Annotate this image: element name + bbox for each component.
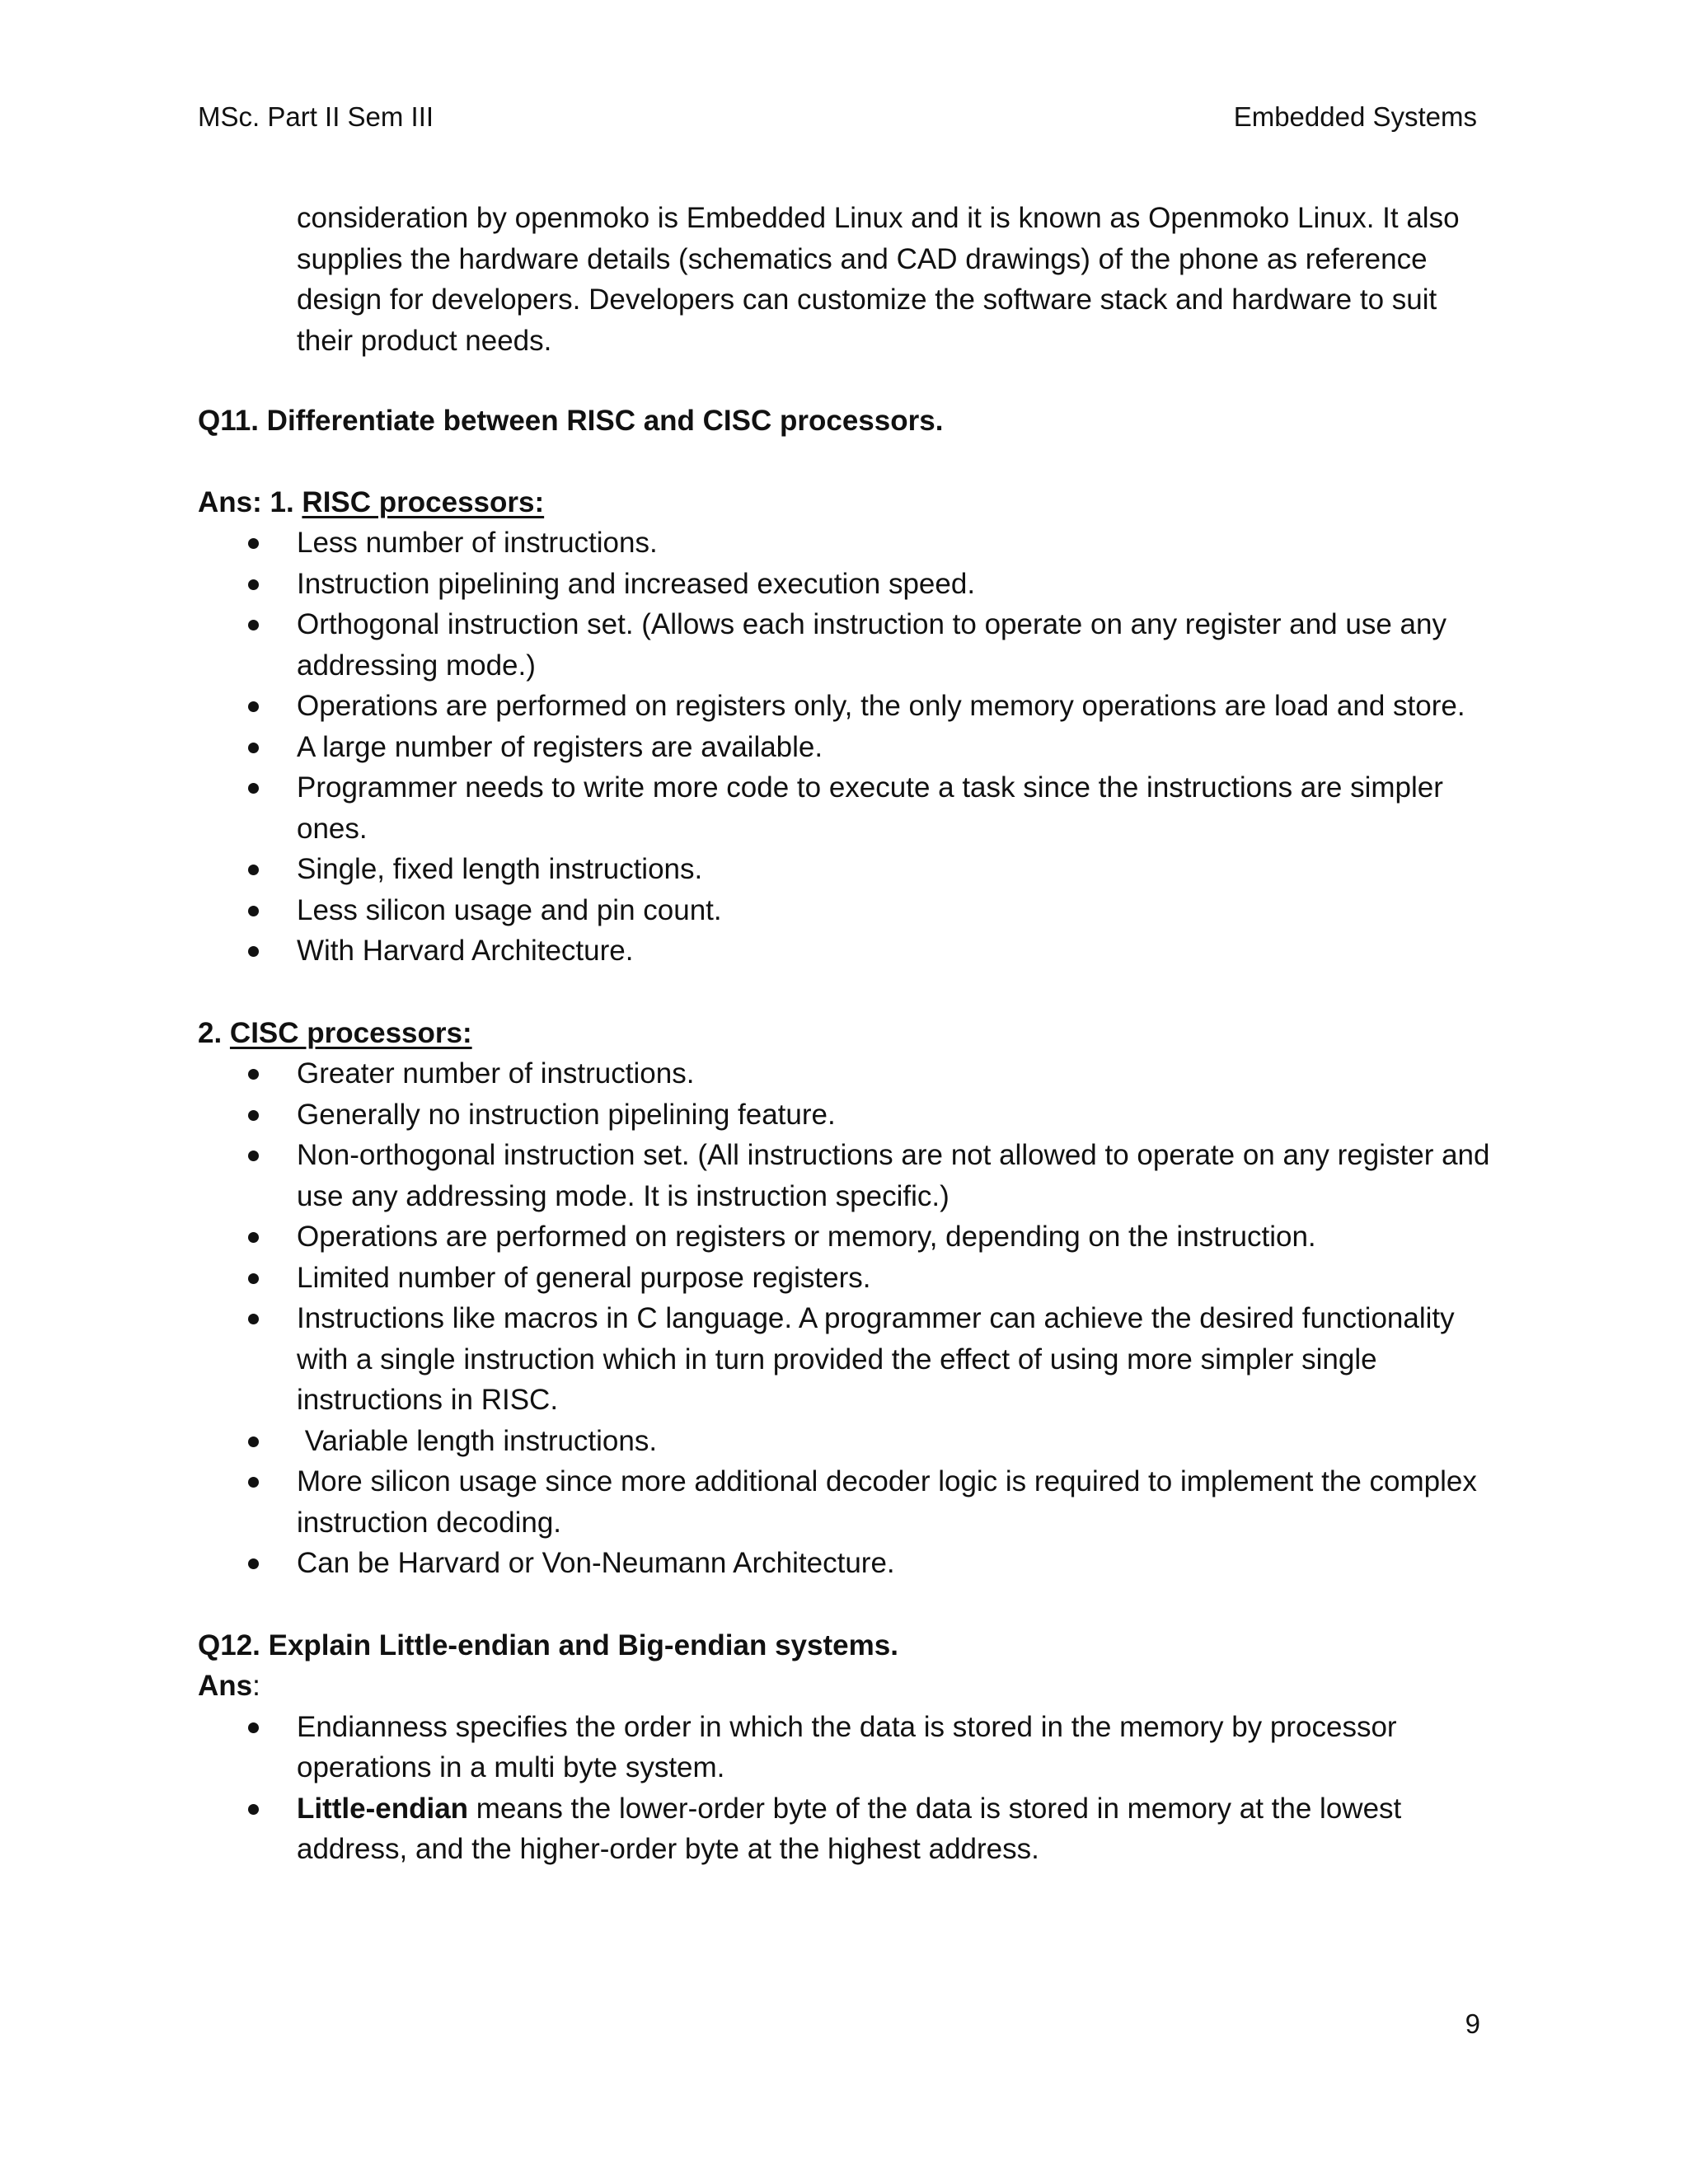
list-item	[198, 1788, 1492, 1870]
list-item	[198, 1707, 1492, 1788]
risc-heading-line	[198, 482, 1500, 523]
bullet-icon	[248, 1558, 259, 1569]
cisc-heading: CISC processors:	[229, 1016, 472, 1049]
list-item	[198, 1298, 1492, 1421]
list-item-text: Variable length instructions.	[297, 1424, 658, 1457]
list-item	[198, 523, 1492, 564]
list-item	[198, 1421, 1492, 1462]
cisc-prefix: 2.	[198, 1016, 230, 1049]
list-item-text: Orthogonal instruction set. (Allows each instruction to operate on any register and use any addressing mode.)	[297, 608, 1447, 682]
q12-answer-label: Ans	[198, 1670, 253, 1702]
bullet-icon	[248, 783, 259, 794]
bullet-icon	[248, 538, 259, 549]
bullet-icon	[248, 906, 259, 916]
list-item	[198, 1543, 1492, 1584]
list-item-text: Operations are performed on registers only, the only memory operations are load and store.	[297, 690, 1465, 722]
page-body	[198, 198, 1500, 1870]
cisc-heading-line	[198, 1013, 1500, 1054]
header-course: MSc. Part II Sem III	[198, 101, 434, 132]
q12-answer-label-line	[198, 1666, 1500, 1707]
bullet-icon	[248, 1110, 259, 1121]
list-item	[198, 849, 1492, 890]
bullet-icon	[248, 1436, 259, 1447]
list-item	[198, 1461, 1492, 1543]
bullet-icon	[248, 579, 259, 590]
bullet-icon	[248, 1722, 259, 1733]
bullet-icon	[248, 701, 259, 712]
bullet-icon	[248, 743, 259, 753]
list-item-text: Greater number of instructions.	[297, 1057, 695, 1090]
list-item	[198, 727, 1492, 768]
bullet-icon	[248, 946, 259, 957]
list-item	[198, 1094, 1492, 1136]
list-item-text: Single, fixed length instructions.	[297, 853, 703, 885]
cisc-list	[198, 1053, 1500, 1584]
risc-prefix: Ans: 1.	[198, 485, 302, 518]
list-item-text: Less number of instructions.	[297, 527, 658, 559]
bullet-icon	[248, 1804, 259, 1815]
list-item-text: A large number of registers are available.	[297, 730, 823, 763]
bullet-icon	[248, 1477, 259, 1488]
list-item-text: Endianness specifies the order in which the data is stored in the memory by processor operations in a multi byte system.	[297, 1710, 1397, 1783]
list-item-text: Limited number of general purpose registers.	[297, 1261, 871, 1294]
list-item	[198, 1053, 1492, 1094]
q12-question: Q12. Explain Little-endian and Big-endian systems.	[198, 1629, 898, 1661]
risc-list	[198, 523, 1500, 972]
little-endian-term: Little-endian	[297, 1792, 469, 1825]
list-item-text: Generally no instruction pipelining feature.	[297, 1098, 836, 1131]
list-item-text: With Harvard Architecture.	[297, 935, 634, 967]
list-item-text: Programmer needs to write more code to execute a task since the instructions are simpler ones.	[297, 771, 1443, 845]
list-item	[198, 604, 1492, 686]
list-item-text: Less silicon usage and pin count.	[297, 893, 722, 926]
list-item-text: More silicon usage since more additional decoder logic is required to implement the complex instruction decoding.	[297, 1465, 1477, 1539]
list-item-text: means the lower-order byte of the data is stored in memory at the lowest address, and the higher-order byte at the highest address.	[297, 1792, 1402, 1865]
list-item	[198, 1135, 1492, 1216]
q12-answer-colon: :	[252, 1670, 260, 1702]
list-item	[198, 1258, 1492, 1299]
endian-list	[198, 1707, 1500, 1870]
bullet-icon	[248, 1314, 259, 1324]
bullet-icon	[248, 865, 259, 875]
list-item	[198, 1216, 1492, 1258]
list-item-text: Operations are performed on registers or memory, depending on the instruction.	[297, 1221, 1316, 1253]
page-number: 9	[1465, 2008, 1480, 2039]
list-item-text: Instructions like macros in C language. A programmer can achieve the desired functionality with a single instruction which in turn provided the effect of using more simpler single instructions in RISC.	[297, 1302, 1455, 1416]
list-item-text: Can be Harvard or Von-Neumann Architecture.	[297, 1547, 895, 1579]
risc-heading: RISC processors:	[302, 485, 545, 518]
bullet-icon	[248, 1069, 259, 1080]
list-item	[198, 686, 1492, 727]
list-item	[198, 564, 1492, 605]
list-item-text: Non-orthogonal instruction set. (All instructions are not allowed to operate on any register and use any addressing mode. It is instruction specific.)	[297, 1139, 1490, 1212]
bullet-icon	[248, 1151, 259, 1161]
bullet-icon	[248, 1273, 259, 1284]
bullet-icon	[248, 1232, 259, 1243]
q11-question: Q11. Differentiate between RISC and CISC processors.	[198, 405, 944, 437]
list-item	[198, 890, 1492, 931]
list-item	[198, 930, 1492, 972]
list-item-text: Instruction pipelining and increased execution speed.	[297, 567, 976, 600]
intro-paragraph: consideration by openmoko is Embedded Linux and it is known as Openmoko Linux. It also supplies the hardware details (schematics and CAD drawings) of the phone as reference design for developers. Developers can customize the software stack and hardware to suit their product needs.	[297, 202, 1460, 357]
list-item	[198, 767, 1492, 849]
header-subject: Embedded Systems	[1233, 101, 1477, 132]
bullet-icon	[248, 620, 259, 630]
